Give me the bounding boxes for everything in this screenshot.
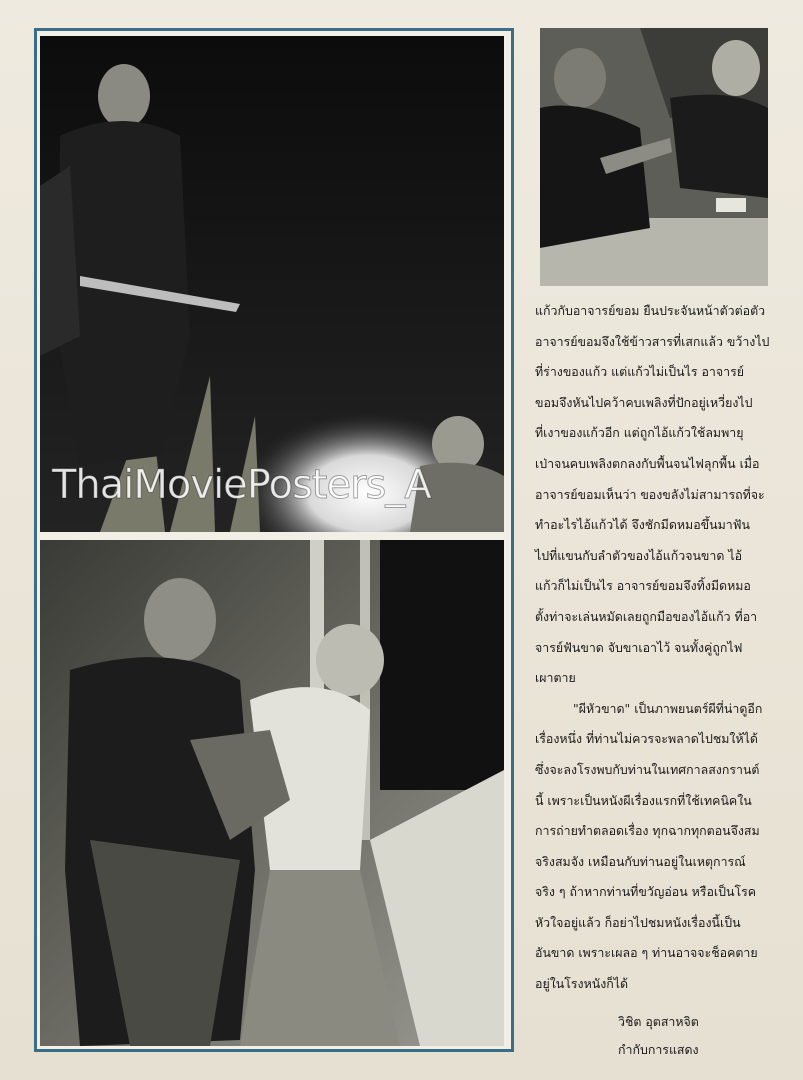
text-line: แก้วก็ไม่เป็นไร อาจารย์ขอมจึงทิ้งมีดหมอ: [535, 578, 751, 594]
text-line: อยู่ในโรงหนังก็ได้: [535, 976, 629, 992]
text-line: "ผีหัวขาด" เป็นภาพยนตร์ผีที่น่าดูอีก: [573, 700, 763, 716]
author-signature: [618, 1008, 778, 1064]
text-line: เรื่องหนึ่ง ที่ท่านไม่ควรจะพลาดไปชมให้ได้: [535, 731, 758, 747]
photo-seated-men: [540, 28, 768, 286]
text-line: ตั้งท่าจะเล่นหมัดเลยถูกมือของไอ้แก้ว ที่อา: [535, 608, 758, 624]
text-line: อันขาด เพราะเผลอ ๆ ท่านอาจจะช็อคตาย: [535, 945, 758, 961]
text-line: จริง ๆ ถ้าหากท่านที่ขวัญอ่อน หรือเป็นโรค: [535, 884, 757, 900]
text-line: ไปที่แขนกับลำตัวของไอ้แก้วจนขาด ไอ้: [535, 547, 743, 563]
text-line: แก้วกับอาจารย์ขอม ยืนประจันหน้าตัวต่อตัว: [535, 303, 766, 318]
text-line: เป่าจนคบเพลิงตกลงกับพื้นจนไฟลุกพื้น เมื่อ: [535, 455, 760, 471]
author-role: กำกับการแสดง: [618, 1042, 699, 1057]
text-line: หัวใจอยู่แล้ว ก็อย่าไปชมหนังเรื่องนี้เป็น: [535, 914, 741, 930]
photo-night-fire-scene: [40, 36, 504, 532]
text-line: อาจารย์ขอมจึงใช้ข้าวสารที่เสกแล้ว ขว้างไป: [535, 333, 770, 349]
article-body: [535, 296, 771, 1000]
text-line: เผาตาย: [535, 670, 576, 686]
text-line: ซึ่งจะลงโรงพบกับท่านในเทศกาลสงกรานต์: [535, 761, 760, 777]
article-paragraph-2: [535, 694, 771, 1000]
text-line: จริงสมจัง เหมือนกับท่านอยู่ในเหตุการณ์: [535, 853, 746, 869]
text-line: ที่ร่างของแก้ว แต่แก้วไม่เป็นไร อาจารย์: [535, 364, 744, 380]
article-paragraph-1: [535, 296, 771, 694]
text-line: ทำอะไรไอ้แก้วได้ จึงชักมีดหมอขึ้นมาฟัน: [535, 517, 750, 533]
text-line: จารย์ฟันขาด จับขาเอาไว้ จนทั้งคู่ถูกไฟ: [535, 639, 743, 655]
text-line: นี้ เพราะเป็นหนังผีเรื่องแรกที่ใช้เทคนิคใน: [535, 792, 752, 808]
text-line: ที่เงาของแก้วอีก แต่ถูกไอ้แก้วใช้ลมพายุ: [535, 425, 744, 441]
watermark: ThaiMoviePosters_A: [52, 462, 431, 508]
text-line: อาจารย์ขอมเห็นว่า ของขลังไม่สามารถที่จะ: [535, 486, 765, 502]
text-line: การถ่ายทำตลอดเรื่อง ทุกฉากทุกตอนจึงสม: [535, 823, 760, 839]
photo-struggle-scene: [40, 540, 504, 1046]
text-line: ขอมจึงหันไปคว้าคบเพลิงที่ปักอยู่เหวี่ยงไป: [535, 394, 753, 410]
author-name: วิชิต อุตสาหจิต: [618, 1014, 699, 1029]
